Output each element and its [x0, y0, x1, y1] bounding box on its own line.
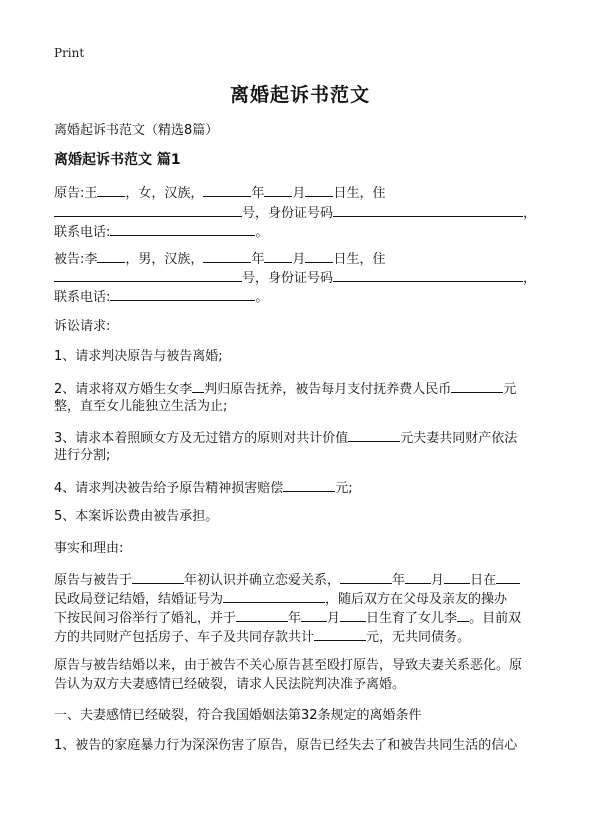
- blank-field: [444, 570, 470, 584]
- text-segment: 年: [251, 252, 265, 267]
- text-segment: 元，无共同债务。: [366, 630, 471, 645]
- blank-field: [54, 268, 242, 282]
- text-segment: 年: [288, 611, 302, 626]
- blank-field: [496, 570, 520, 584]
- plaintiff-name-label: 原告:王: [54, 186, 98, 201]
- defendant-name-label: 被告:李: [54, 252, 98, 267]
- text-segment: 日生，住: [333, 252, 386, 267]
- defendant-line-1: [54, 249, 385, 268]
- claim-4: [54, 478, 353, 497]
- claim-1: 1、请求判决原告与被告离婚;: [54, 349, 223, 364]
- text-segment: 联系电话:: [54, 290, 111, 305]
- page-title: 离婚起诉书范文: [229, 84, 370, 106]
- blank-field: [192, 379, 204, 393]
- text-segment: 3、请求本着照顾女方及无过错方的原则对共计价值: [54, 431, 349, 446]
- blank-field: [264, 249, 292, 263]
- text-segment: 年初认识并确立恋爱关系，: [184, 573, 341, 588]
- text-segment: 月: [292, 186, 306, 201]
- plaintiff-line-1: [54, 183, 385, 202]
- blank-field: [236, 608, 288, 622]
- blank-field: [314, 627, 366, 641]
- blank-field: [223, 589, 325, 603]
- text-segment: 联系电话:: [54, 225, 111, 240]
- print-label: Print: [54, 46, 85, 60]
- text-segment: 。目前双: [469, 611, 522, 626]
- facts-1-line-3: [54, 608, 521, 627]
- blank-field: [305, 249, 333, 263]
- facts-heading: 事实和理由:: [54, 541, 124, 556]
- text-segment: 元;: [335, 481, 353, 496]
- blank-field: [333, 203, 523, 217]
- text-segment: ，男，汉族，: [125, 252, 204, 267]
- defendant-line-2: [54, 268, 536, 287]
- facts-1-line-1: [54, 570, 520, 589]
- text-segment: ，随后双方在父母及亲友的操办: [325, 592, 508, 607]
- facts-2-line-1: 原告与被告结婚以来，由于被告不关心原告甚至殴打原告，导致夫妻关系恶化。原: [54, 658, 523, 673]
- blank-field: [333, 268, 523, 282]
- blank-field: [305, 183, 333, 197]
- text-segment: 号，身份证号码: [242, 206, 334, 221]
- text-segment: 月: [431, 573, 445, 588]
- defendant-line-3: [54, 287, 268, 306]
- text-segment: 原告与被告于: [54, 573, 133, 588]
- facts-1-line-4: [54, 627, 470, 646]
- text-segment: 年: [392, 573, 406, 588]
- point-1: 一、夫妻感情已经破裂，符合我国婚姻法第32条规定的离婚条件: [54, 708, 422, 723]
- text-segment: 月: [327, 611, 341, 626]
- text-segment: 元: [503, 382, 517, 397]
- claim-5: 5、本案诉讼费由被告承担。: [54, 509, 219, 524]
- text-segment: 。: [255, 290, 269, 305]
- facts-1-line-2: [54, 589, 507, 608]
- text-segment: 日生，住: [333, 186, 386, 201]
- text-segment: 年: [251, 186, 265, 201]
- text-segment: 民政局登记结婚，结婚证号为: [54, 592, 224, 607]
- text-segment: 月: [292, 252, 306, 267]
- blank-field: [97, 183, 125, 197]
- blank-field: [340, 608, 366, 622]
- text-segment: ，女，汉族，: [125, 186, 204, 201]
- text-segment: 判归原告抚养，被告每月支付抚养费人民币: [204, 382, 452, 397]
- claims-heading: 诉讼请求:: [54, 319, 111, 334]
- blank-field: [110, 287, 255, 301]
- blank-field: [203, 249, 251, 263]
- blank-field: [203, 183, 251, 197]
- plaintiff-line-3: [54, 222, 268, 241]
- claim-2-line-2: 整，直至女儿能独立生活为止;: [54, 399, 228, 414]
- text-segment: 日在: [470, 573, 497, 588]
- text-segment: 日生育了女儿李: [366, 611, 458, 626]
- text-segment: ，: [523, 206, 537, 221]
- text-segment: 下按民间习俗举行了婚礼，并于: [54, 611, 237, 626]
- blank-field: [348, 428, 400, 442]
- blank-field: [451, 379, 503, 393]
- blank-field: [97, 249, 125, 263]
- claim-2-line-1: [54, 379, 516, 398]
- blank-field: [132, 570, 184, 584]
- blank-field: [264, 183, 292, 197]
- blank-field: [340, 570, 392, 584]
- claim-3-line-2: 进行分割;: [54, 448, 111, 463]
- blank-field: [110, 222, 255, 236]
- text-segment: 2、请求将双方婚生女李: [54, 382, 193, 397]
- blank-field: [301, 608, 327, 622]
- blank-field: [283, 478, 335, 492]
- text-segment: 方的共同财产包括房子、车子及共同存款共计: [54, 630, 315, 645]
- facts-2-line-2: 告认为双方夫妻感情已经破裂，请求人民法院判决准予离婚。: [54, 677, 406, 692]
- point-1-item-1: 1、被告的家庭暴力行为深深伤害了原告，原告已经失去了和被告共同生活的信心: [54, 738, 518, 753]
- text-segment: 4、请求判决被告给予原告精神损害赔偿: [54, 481, 284, 496]
- text-segment: 元夫妻共同财产依法: [400, 431, 518, 446]
- blank-field: [405, 570, 431, 584]
- text-segment: 号，身份证号码: [242, 271, 334, 286]
- text-segment: 。: [255, 225, 269, 240]
- blank-field: [54, 203, 242, 217]
- text-segment: ，: [523, 271, 537, 286]
- document-subtitle: 离婚起诉书范文（精选8篇）: [54, 123, 219, 138]
- section-title: 离婚起诉书范文 篇1: [54, 152, 181, 168]
- plaintiff-line-2: [54, 203, 536, 222]
- blank-field: [457, 608, 469, 622]
- claim-3-line-1: [54, 428, 517, 447]
